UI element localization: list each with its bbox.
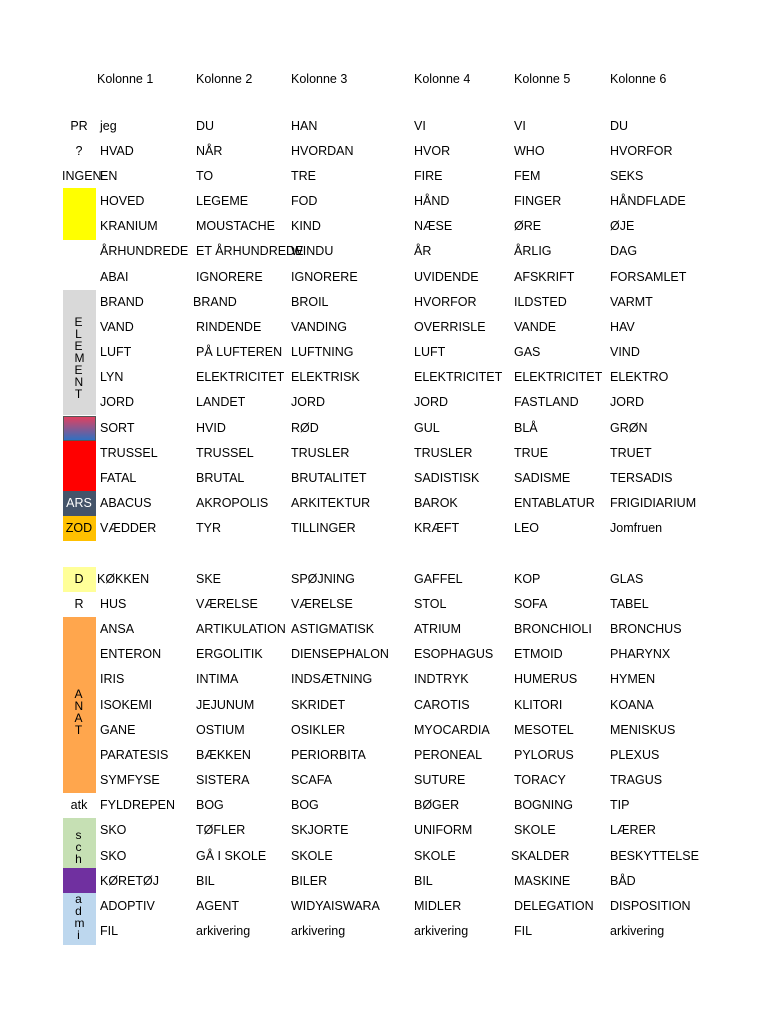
table-cell: ÅRHUNDREDE	[100, 244, 189, 258]
table-cell: BRAND	[193, 295, 237, 309]
table-cell: HVID	[196, 421, 226, 435]
table-cell: TILLINGER	[291, 521, 356, 535]
table-cell: ANSA	[100, 622, 135, 636]
row-label: PR	[70, 119, 88, 133]
table-cell: ABACUS	[100, 496, 152, 510]
table-cell: Jomfruen	[610, 521, 663, 535]
table-cell: DIENSEPHALON	[291, 647, 389, 661]
row-label: R	[74, 597, 84, 611]
table-cell: KOANA	[610, 698, 654, 712]
table-cell: GUL	[414, 421, 440, 435]
table-cell: NÆSE	[414, 219, 453, 233]
table-cell: WHO	[514, 144, 545, 158]
table-cell: SOFA	[514, 597, 548, 611]
table-cell: PARATESIS	[100, 748, 169, 762]
table-row	[0, 919, 768, 944]
table-cell: BÅD	[610, 874, 636, 888]
table-cell: IGNORERE	[196, 270, 263, 284]
table-cell: VI	[414, 119, 426, 133]
table-cell: HVORFOR	[414, 295, 477, 309]
table-row	[0, 642, 768, 667]
table-cell: SKOLE	[291, 849, 333, 863]
table-cell: FOD	[291, 194, 318, 208]
table-row	[0, 844, 768, 869]
group-sch-label: s c h	[75, 828, 84, 866]
table-cell: MYOCARDIA	[414, 723, 490, 737]
table-cell: GRØN	[610, 421, 648, 435]
table-cell: MENISKUS	[610, 723, 676, 737]
table-cell: UVIDENDE	[414, 270, 479, 284]
table-cell: TRUSSEL	[196, 446, 254, 460]
table-cell: SKJORTE	[291, 823, 349, 837]
table-cell: IRIS	[100, 672, 125, 686]
group-admi-label: a d m i	[74, 892, 87, 942]
table-cell: ELEKTRICITET	[514, 370, 603, 384]
table-cell: EN	[100, 169, 118, 183]
table-row	[0, 768, 768, 793]
table-cell: GLAS	[610, 572, 644, 586]
table-cell: AGENT	[196, 899, 240, 913]
table-cell: FORSAMLET	[610, 270, 687, 284]
table-cell: BRUTALITET	[291, 471, 367, 485]
table-cell: GAFFEL	[414, 572, 463, 586]
table-cell: PHARYNX	[610, 647, 671, 661]
table-cell: KRÆFT	[414, 521, 460, 535]
table-cell: ÅRLIG	[514, 244, 552, 258]
table-cell: KØKKEN	[97, 572, 150, 586]
table-cell: BRONCHUS	[610, 622, 682, 636]
table-cell: SADISME	[514, 471, 571, 485]
table-cell: ELEKTRO	[610, 370, 669, 384]
table-cell: KIND	[291, 219, 321, 233]
table-cell: PERIORBITA	[291, 748, 366, 762]
column-header: Kolonne 3	[291, 72, 348, 86]
table-cell: GANE	[100, 723, 136, 737]
table-cell: SISTERA	[196, 773, 250, 787]
table-cell: GÅ I SKOLE	[196, 849, 267, 863]
table-cell: VANDING	[291, 320, 348, 334]
table-cell: ELEKTRISK	[291, 370, 360, 384]
column-header-row	[0, 72, 768, 88]
table-cell: arkivering	[414, 924, 469, 938]
table-row	[0, 239, 768, 264]
table-cell: ENTERON	[100, 647, 162, 661]
table-cell: PYLORUS	[514, 748, 574, 762]
table-cell: VÆRELSE	[196, 597, 258, 611]
table-cell: SKOLE	[414, 849, 456, 863]
table-cell: SCAFA	[291, 773, 332, 787]
table-cell: BÆKKEN	[196, 748, 251, 762]
table-cell: BRONCHIOLI	[514, 622, 592, 636]
table-cell: JORD	[610, 395, 645, 409]
table-cell: TRUSSEL	[100, 446, 158, 460]
table-cell: BOGNING	[514, 798, 574, 812]
table-cell: BAROK	[414, 496, 458, 510]
table-cell: BIL	[196, 874, 215, 888]
table-cell: arkivering	[291, 924, 346, 938]
table-cell: UNIFORM	[414, 823, 473, 837]
table-cell: INDTRYK	[414, 672, 469, 686]
group-anat-label: A N A T	[74, 687, 86, 737]
table-cell: TRE	[291, 169, 316, 183]
table-cell: BRAND	[100, 295, 144, 309]
table-cell: CAROTIS	[414, 698, 470, 712]
table-cell: RØD	[291, 421, 319, 435]
table-cell: PERONEAL	[414, 748, 483, 762]
table-row	[0, 894, 768, 919]
table-cell: IGNORERE	[291, 270, 358, 284]
table-row	[0, 869, 768, 894]
table-cell: TERSADIS	[610, 471, 673, 485]
table-row	[0, 466, 768, 491]
table-cell: LEGEME	[196, 194, 249, 208]
table-cell: VAND	[100, 320, 134, 334]
table-cell: LEO	[514, 521, 540, 535]
table-cell: TRUE	[514, 446, 549, 460]
table-cell: SKOLE	[514, 823, 556, 837]
table-cell: LYN	[100, 370, 124, 384]
row-label: ZOD	[65, 521, 93, 535]
table-cell: OVERRISLE	[414, 320, 486, 334]
table-row	[0, 365, 768, 390]
table-cell: AKROPOLIS	[196, 496, 269, 510]
table-cell: TYR	[196, 521, 221, 535]
table-cell: TO	[196, 169, 214, 183]
table-cell: HVORDAN	[291, 144, 354, 158]
table-row	[0, 491, 768, 516]
table-cell: MESOTEL	[514, 723, 574, 737]
table-row	[0, 441, 768, 466]
table-cell: VIND	[610, 345, 640, 359]
table-cell: SKE	[196, 572, 222, 586]
table-row	[0, 743, 768, 768]
table-cell: DU	[196, 119, 215, 133]
table-cell: NÅR	[196, 144, 223, 158]
column-header: Kolonne 4	[414, 72, 471, 86]
table-cell: OSTIUM	[196, 723, 245, 737]
table-cell: HAN	[291, 119, 318, 133]
column-header: Kolonne 6	[610, 72, 667, 86]
table-cell: PÅ LUFTEREN	[196, 345, 283, 359]
table-cell: ETMOID	[514, 647, 563, 661]
table-cell: FEM	[514, 169, 541, 183]
table-row	[0, 818, 768, 843]
column-header: Kolonne 1	[97, 72, 154, 86]
table-row	[0, 164, 768, 189]
row-label: D	[74, 572, 84, 586]
table-cell: VANDE	[514, 320, 557, 334]
table-cell: SPØJNING	[291, 572, 355, 586]
table-cell: STOL	[414, 597, 447, 611]
table-cell: ESOPHAGUS	[414, 647, 494, 661]
table-cell: ØJE	[610, 219, 635, 233]
table-cell: TRUSLER	[291, 446, 350, 460]
table-cell: SUTURE	[414, 773, 466, 787]
table-cell: FINGER	[514, 194, 562, 208]
table-cell: jeg	[100, 119, 117, 133]
table-cell: FRIGIDIARIUM	[610, 496, 697, 510]
table-cell: BOG	[196, 798, 224, 812]
row-label: ?	[75, 144, 83, 158]
table-cell: BROIL	[291, 295, 329, 309]
table-row	[0, 617, 768, 642]
table-cell: FIRE	[414, 169, 443, 183]
table-cell: ÅR	[414, 244, 432, 258]
table-row	[0, 516, 768, 541]
table-cell: DELEGATION	[514, 899, 594, 913]
table-row	[0, 693, 768, 718]
table-cell: ISOKEMI	[100, 698, 153, 712]
table-row	[0, 315, 768, 340]
table-cell: VÆDDER	[100, 521, 157, 535]
table-cell: TRUET	[610, 446, 652, 460]
table-cell: BLÅ	[514, 421, 538, 435]
table-cell: SORT	[100, 421, 135, 435]
table-cell: FIL	[100, 924, 119, 938]
table-cell: INTIMA	[196, 672, 239, 686]
table-cell: BILER	[291, 874, 328, 888]
table-cell: FIL	[514, 924, 533, 938]
table-cell: ARKITEKTUR	[291, 496, 371, 510]
table-row	[0, 667, 768, 692]
table-cell: BOG	[291, 798, 319, 812]
table-cell: TIP	[610, 798, 630, 812]
column-header: Kolonne 5	[514, 72, 571, 86]
table-cell: SADISTISK	[414, 471, 480, 485]
table-cell: BRUTAL	[196, 471, 245, 485]
table-cell: SKO	[100, 849, 127, 863]
table-cell: SKALDER	[511, 849, 570, 863]
table-cell: BESKYTTELSE	[610, 849, 699, 863]
table-cell: BIL	[414, 874, 433, 888]
table-cell: HUS	[100, 597, 127, 611]
table-cell: ATRIUM	[414, 622, 461, 636]
table-cell: HÅNDFLADE	[610, 194, 686, 208]
table-row	[0, 390, 768, 415]
table-row	[0, 114, 768, 139]
table-row	[0, 265, 768, 290]
table-cell: ADOPTIV	[100, 899, 155, 913]
table-cell: HVAD	[100, 144, 134, 158]
table-cell: HUMERUS	[514, 672, 578, 686]
table-cell: TRUSLER	[414, 446, 473, 460]
table-cell: ILDSTED	[514, 295, 567, 309]
table-cell: KRANIUM	[100, 219, 158, 233]
table-cell: ØRE	[514, 219, 542, 233]
table-cell: HAV	[610, 320, 635, 334]
table-cell: JORD	[100, 395, 135, 409]
table-cell: HOVED	[100, 194, 145, 208]
table-cell: VI	[514, 119, 526, 133]
table-cell: arkivering	[610, 924, 665, 938]
table-cell: KØRETØJ	[100, 874, 160, 888]
table-cell: SKO	[100, 823, 127, 837]
table-cell: HVOR	[414, 144, 451, 158]
table-row	[0, 189, 768, 214]
table-cell: HVORFOR	[610, 144, 673, 158]
table-cell: FYLDREPEN	[100, 798, 176, 812]
table-cell: GAS	[514, 345, 541, 359]
table-cell: JEJUNUM	[196, 698, 255, 712]
table-cell: HÅND	[414, 194, 450, 208]
table-cell: JORD	[291, 395, 326, 409]
table-row	[0, 718, 768, 743]
table-cell: SKRIDET	[291, 698, 346, 712]
table-cell: WIDYAISWARA	[291, 899, 380, 913]
table-cell: ABAI	[100, 270, 129, 284]
table-cell: TABEL	[610, 597, 649, 611]
table-cell: TRAGUS	[610, 773, 663, 787]
table-cell: DISPOSITION	[610, 899, 691, 913]
table-cell: DAG	[610, 244, 638, 258]
table-cell: MOUSTACHE	[196, 219, 275, 233]
table-cell: ET ÅRHUNDREDE	[196, 244, 304, 258]
table-cell: MASKINE	[514, 874, 571, 888]
table-cell: LUFTNING	[291, 345, 354, 359]
table-cell: SEKS	[610, 169, 644, 183]
table-cell: VÆRELSE	[291, 597, 353, 611]
table-cell: KOP	[514, 572, 541, 586]
table-cell: JORD	[414, 395, 449, 409]
table-cell: RINDENDE	[196, 320, 262, 334]
table-cell: PLEXUS	[610, 748, 660, 762]
table-cell: OSIKLER	[291, 723, 346, 737]
table-cell: DU	[610, 119, 629, 133]
row-label: atk	[70, 798, 88, 812]
table-cell: ERGOLITIK	[196, 647, 263, 661]
table-cell: TØFLER	[196, 823, 246, 837]
table-row	[0, 340, 768, 365]
table-cell: arkivering	[196, 924, 251, 938]
table-cell: BØGER	[414, 798, 460, 812]
table-cell: KLITORI	[514, 698, 563, 712]
column-header: Kolonne 2	[196, 72, 253, 86]
row-label: INGEN	[62, 169, 102, 183]
table-cell: SYMFYSE	[100, 773, 160, 787]
table-row	[0, 416, 768, 441]
table-cell: MIDLER	[414, 899, 462, 913]
table-row	[0, 214, 768, 239]
table-row	[0, 592, 768, 617]
table-cell: WINDU	[291, 244, 334, 258]
row-label: ARS	[66, 496, 92, 510]
table-cell: ENTABLATUR	[514, 496, 595, 510]
table-row	[0, 139, 768, 164]
table-row	[0, 290, 768, 315]
table-row	[0, 567, 768, 592]
table-cell: FASTLAND	[514, 395, 579, 409]
table-cell: VARMT	[610, 295, 653, 309]
table-cell: INDSÆTNING	[291, 672, 373, 686]
table-row	[0, 793, 768, 818]
table-cell: FATAL	[100, 471, 137, 485]
table-cell: HYMEN	[610, 672, 656, 686]
group-element-label: E L E M E N T	[74, 315, 87, 401]
table-cell: LANDET	[196, 395, 246, 409]
table-cell: ASTIGMATISK	[291, 622, 375, 636]
table-cell: ELEKTRICITET	[414, 370, 503, 384]
table-cell: ARTIKULATION	[196, 622, 286, 636]
table-cell: LUFT	[100, 345, 132, 359]
table-cell: LÆRER	[610, 823, 656, 837]
table-cell: AFSKRIFT	[514, 270, 575, 284]
table-cell: TORACY	[514, 773, 566, 787]
table-cell: ELEKTRICITET	[196, 370, 285, 384]
table-cell: LUFT	[414, 345, 446, 359]
